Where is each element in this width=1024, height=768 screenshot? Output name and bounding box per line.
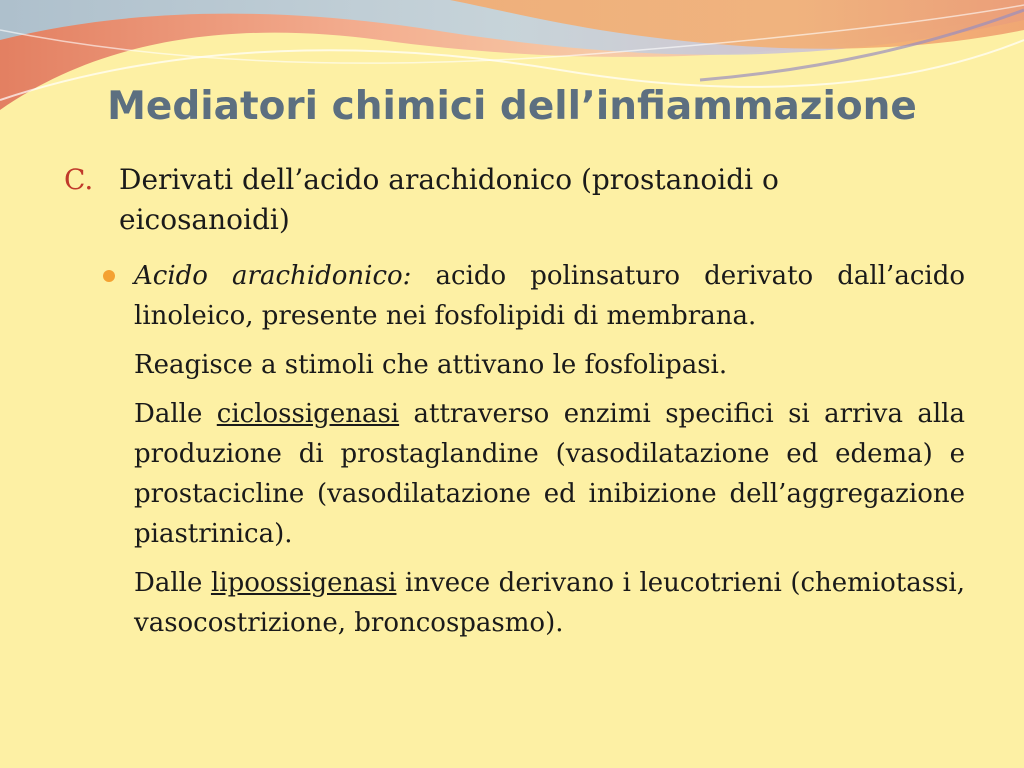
paragraph-3-end: attraverso enzimi specifici si arriva alla produzione di prostaglandine (vasodilatazione ed edema) e prostacicline (vasodilatazione ed inibizione dell’aggregazione piastrinica). [134,399,965,549]
slide-title: Mediatori chimici dell’infiammazione [107,84,917,129]
paragraph-4-start: Dalle [134,568,211,598]
section-marker: C. [64,163,94,196]
definition-text: acido polinsaturo derivato dall’acido linoleico, presente nei fosfolipidi di membrana. [134,261,965,331]
paragraph-2: Reagisce a stimoli che attivano le fosfolipasi. [134,350,728,380]
ciclossigenasi-link: ciclossigenasi [216,399,400,429]
bullet-item [103,256,965,643]
paragraph-3-start: Dalle [134,399,217,429]
definition-paragraph [134,256,965,336]
bullet-dot-icon [103,270,115,282]
section-heading: Derivati dell’acido arachidonico (prostanoidi o eicosanoidi) [119,163,779,236]
lipoossigenasi-link: lipoossigenasi [210,568,397,598]
paragraph-4-end: invece derivano i leucotrieni (chemiotassi, vasocostrizione, broncospasmo). [134,568,966,638]
paragraph-3 [134,394,965,554]
term: Acido arachidonico: [134,261,412,291]
section-item [64,160,964,240]
paragraph-4 [134,563,965,643]
